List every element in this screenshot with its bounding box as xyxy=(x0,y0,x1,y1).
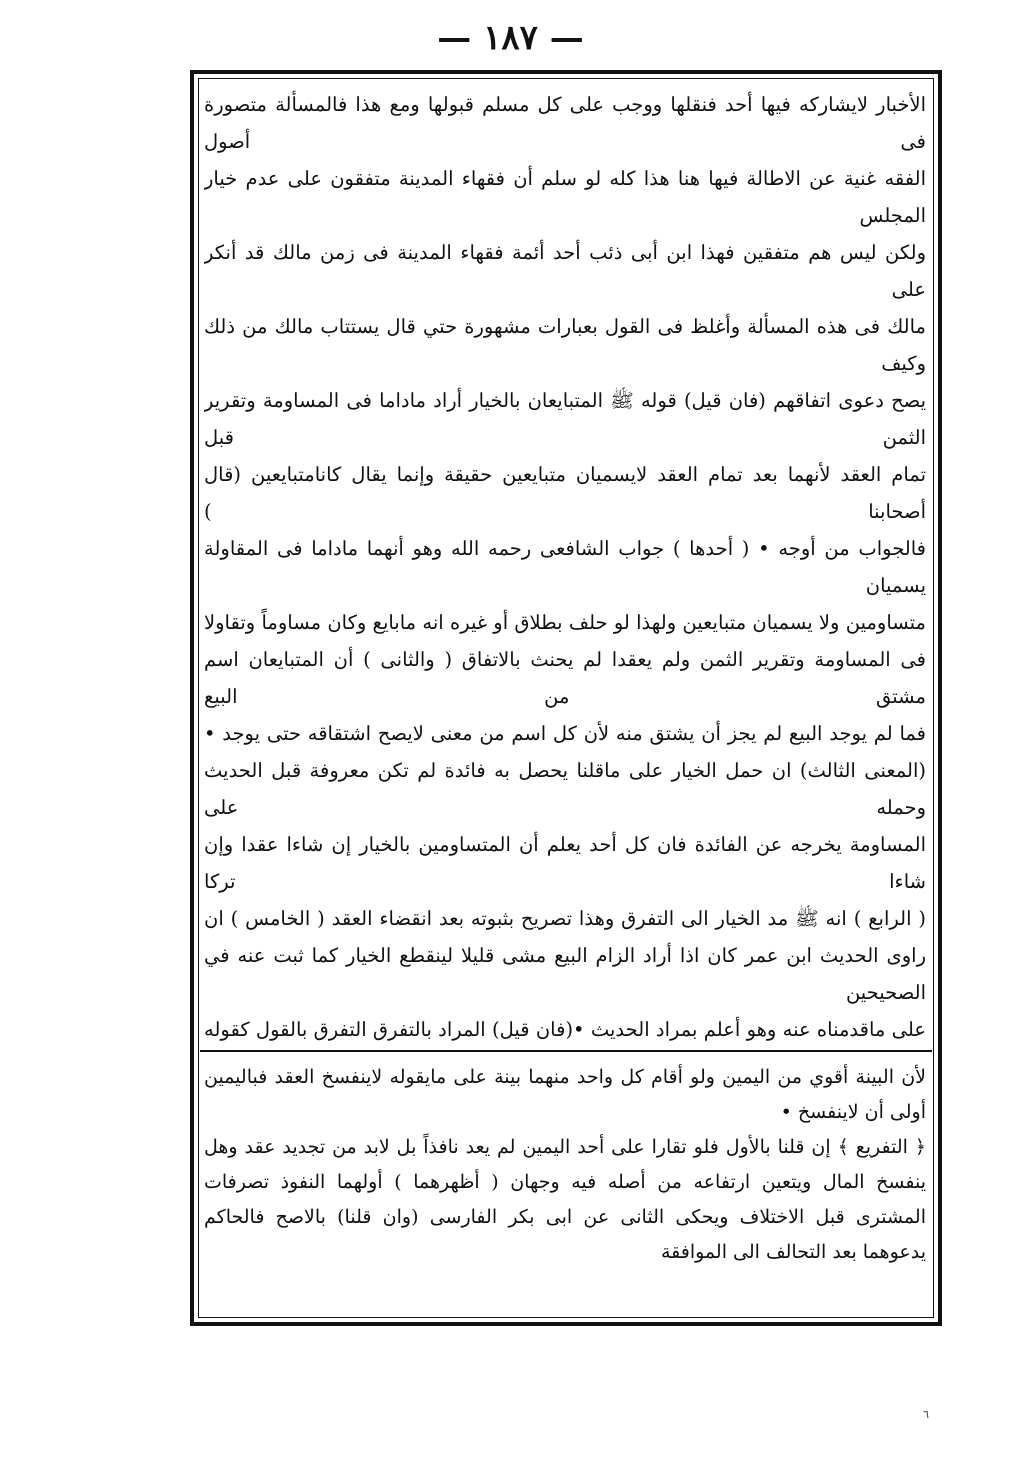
text-line: متساومين ولا يسميان متبايعين ولهذا لو حلف بطلاق أو غيره انه مابايع وكان مساوماً وتقاولا xyxy=(204,611,926,634)
footnote-section xyxy=(204,1060,926,1310)
page-number: — ١٨٧ — xyxy=(437,18,584,58)
main-text-body xyxy=(204,86,926,1046)
text-line: ( الرابع ) انه ﷺ مد الخيار الى التفرق وهذا تصريح بثبوته بعد انقضاء العقد ( الخامس ) ان xyxy=(204,907,926,930)
text-line: فما لم يوجد البيع لم يجز أن يشتق منه لأن كل اسم من معنى لايصح اشتقاقه حتى يوجد • xyxy=(204,722,926,745)
text-line: على ماقدمناه عنه وهو أعلم بمراد الحديث •(فان قيل) المراد بالتفرق التفرق بالقول كقوله xyxy=(204,1018,926,1041)
text-line: (المعنى الثالث) ان حمل الخيار على ماقلنا يحصل به فائدة لم تكن معروفة قبل الحديث وحمله على xyxy=(204,759,926,819)
corner-mark: ٦ xyxy=(923,1408,929,1421)
text-line: راوى الحديث ابن عمر كان اذا أراد الزام البيع مشى قليلا لينقطع الخيار كما ثبت عنه في الصحيحين xyxy=(204,944,926,1004)
text-line: تمام العقد لأنهما بعد تمام العقد لايسميان متبايعين حقيقة وإنما يقال كانامتبايعين (قال أصحابنا ) xyxy=(204,463,926,523)
text-line: المساومة يخرجه عن الفائدة فان كل أحد يعلم أن المتساومين بالخيار إن شاءا عقدا وإن شاءا تركا xyxy=(204,833,926,893)
text-line: الفقه غنية عن الاطالة فيها هنا هذا كله لو سلم أن فقهاء المدينة متفقون على عدم خيار المجلس xyxy=(204,167,926,227)
footnote-paragraph: لأن البينة أقوي من اليمين ولو أقام كل واحد منهما بينة على مايقوله لاينفسخ العقد فباليمين أولى أن لاينفسخ • xyxy=(204,1066,926,1123)
text-line: الأخبار لايشاركه فيها أحد فنقلها ووجب على كل مسلم قبولها ومع هذا فالمسألة متصورة فى أصول xyxy=(204,93,926,153)
text-line: فالجواب من أوجه • ( أحدها ) جواب الشافعى رحمه الله وهو أنهما ماداما فى المقاولة يسميان xyxy=(204,537,926,597)
text-line: فى المساومة وتقرير الثمن ولم يعقدا لم يحنث بالاتفاق ( والثانى ) أن المتبايعان اسم مشتق من البيع xyxy=(204,648,926,708)
text-line: مالك فى هذه المسألة وأغلظ فى القول بعبارات مشهورة حتي قال يستتاب مالك من ذلك وكيف xyxy=(204,315,926,375)
footnote-paragraph: ﴿ التفريع ﴾ إن قلنا بالأول فلو تقارا على أحد اليمين لم يعد نافذاً بل لابد من تجديد عقد وهل ينفسخ المال ويتعين ارتفاعه من أصله فيه وجهان ( أظهرهما ) أولهما النفوذ تصرفات المشترى قبل الاختلاف ويحكى الثانى عن ابى بكر الفارسى (وان قلنا) بالاصح فالحاكم يدعوهما بعد التحالف الى الموافقة xyxy=(204,1136,926,1263)
text-line: يصح دعوى اتفاقهم (فان قيل) قوله ﷺ المتبايعان بالخيار أراد ماداما فى المساومة وتقرير الثمن قبل xyxy=(204,389,926,449)
footnote-separator xyxy=(200,1050,932,1052)
text-line: ولكن ليس هم متفقين فهذا ابن أبى ذئب أحد أئمة فقهاء المدينة فى زمن مالك قد أنكر على xyxy=(204,241,926,301)
